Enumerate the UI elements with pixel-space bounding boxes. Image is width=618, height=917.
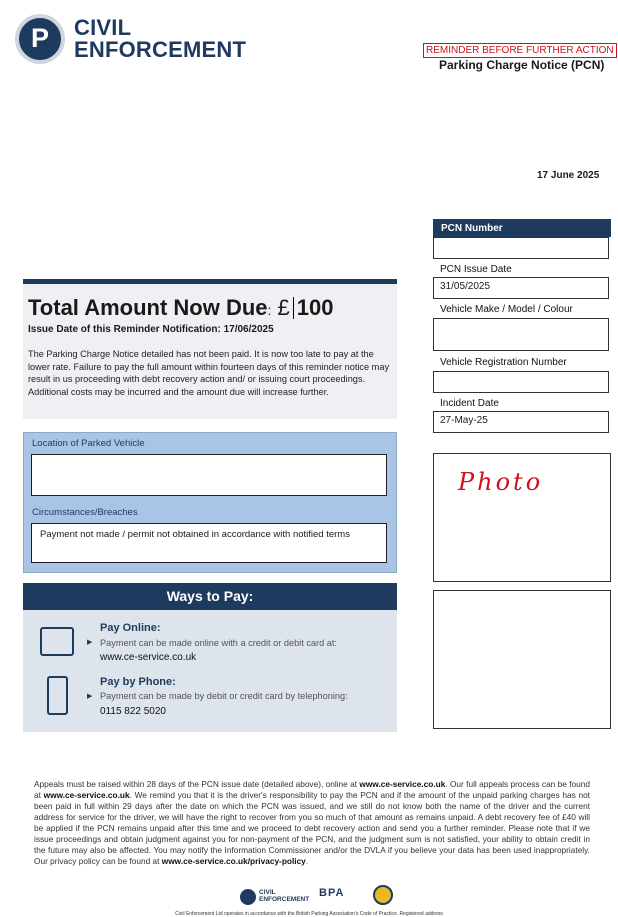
pcn-number-label: PCN Number bbox=[433, 219, 611, 237]
ways-to-pay-panel bbox=[23, 610, 397, 732]
pay-online-title: Pay Online: bbox=[100, 622, 161, 634]
letter-date: 17 June 2025 bbox=[537, 170, 600, 181]
accreditation-seal-icon bbox=[373, 885, 393, 905]
pay-online-desc: Payment can be made online with a credit or debit card at: bbox=[100, 638, 337, 648]
pay-phone-title: Pay by Phone: bbox=[100, 676, 176, 688]
circumstances-field: Payment not made / permit not obtained in accordance with notified terms bbox=[31, 523, 387, 563]
small-logo-text: CIVIL ENFORCEMENT bbox=[259, 889, 310, 903]
pcn-number-field bbox=[433, 237, 609, 259]
appeals-link[interactable]: www.ce-service.co.uk bbox=[359, 779, 446, 789]
pay-phone-number[interactable]: 0115 822 5020 bbox=[100, 706, 166, 717]
photo-box bbox=[433, 453, 611, 582]
registration-field bbox=[433, 371, 609, 393]
small-logo-icon bbox=[240, 889, 256, 905]
pay-phone-desc: Payment can be made by debit or credit card by telephoning: bbox=[100, 691, 348, 701]
pcn-title: Parking Charge Notice (PCN) bbox=[439, 58, 605, 72]
bpa-logo: BPA bbox=[319, 887, 345, 899]
company-logo-text: CIVIL ENFORCEMENT bbox=[74, 15, 247, 62]
reminder-issue-date: Issue Date of this Reminder Notification: 17/06/2025 bbox=[28, 324, 274, 335]
vehicle-field bbox=[433, 318, 609, 351]
appeals-process-link[interactable]: www.ce-service.co.uk bbox=[43, 790, 130, 800]
pay-online-link[interactable]: www.ce-service.co.uk bbox=[100, 652, 197, 663]
second-photo-box bbox=[433, 590, 611, 729]
issue-date-field: 31/05/2025 bbox=[433, 277, 609, 299]
bottom-note: Civil Enforcement Ltd operates in accordance with the British Parking Association's Code of Practice. Registered address bbox=[175, 911, 443, 917]
registration-label: Vehicle Registration Number bbox=[440, 357, 567, 368]
phone-icon bbox=[47, 676, 68, 715]
reminder-badge: REMINDER BEFORE FURTHER ACTION bbox=[423, 43, 617, 58]
issue-date-label: PCN Issue Date bbox=[440, 264, 512, 275]
logo-icon: P bbox=[15, 14, 65, 64]
ways-to-pay-heading: Ways to Pay: bbox=[23, 583, 397, 610]
privacy-link[interactable]: www.ce-service.co.uk/privacy-policy bbox=[161, 856, 306, 866]
appeals-text: Appeals must be raised within 28 days of the PCN issue date (detailed above), online at www.ce-service.co.uk. Our full appeals process can be found at www.ce-service.co.uk. We remind you that it is the driver's responsibility to pay the PCN and if the amount of the unpaid parking charges has not been paid in full within 29 days after the date on which the PCN was issued, and we still do not know both the name of the driver and the current address for service for the driver, we will have the right to recover from you so much of that amount as remains unpaid. A debt recovery fee of £40 will be applied if the PCN remains unpaid after this time and we proceed to debt recovery action and send you a further reminder. Please note that if we issue proceedings and obtain judgment against you for non-payment of the PCN, and the judgment sum is not satisfied, your ability to obtain credit in the future may also be affected. You may notify the Information Commissioner and/or the DVLA if you believe your data has been used inappropriately. Our privacy policy can be found at www.ce-service.co.uk/privacy-policy. bbox=[34, 779, 590, 866]
location-label: Location of Parked Vehicle bbox=[32, 438, 145, 449]
incident-date-field: 27-May-25 bbox=[433, 411, 609, 433]
notice-paragraph: The Parking Charge Notice detailed has not been paid. It is now too late to pay at the lower rate. Failure to pay the full amount within fourteen days of this reminder notice may result in us proceeding with debt recovery action and/ or issuing court proceedings. Additional costs may be incurred and the amount due will increase further. bbox=[28, 349, 390, 397]
amount-value: 100 bbox=[296, 295, 334, 320]
arrow-right-icon: ▶ bbox=[87, 639, 93, 646]
location-field bbox=[31, 454, 387, 496]
vehicle-label: Vehicle Make / Model / Colour bbox=[440, 304, 573, 315]
circumstances-label: Circumstances/Breaches bbox=[32, 507, 138, 518]
photo-placeholder-text: Photo bbox=[458, 468, 544, 496]
amount-due-heading: Total Amount Now Due: £ 100 bbox=[28, 295, 334, 320]
arrow-right-icon: ▶ bbox=[87, 693, 93, 700]
incident-date-label: Incident Date bbox=[440, 398, 499, 409]
tablet-icon bbox=[40, 627, 74, 656]
